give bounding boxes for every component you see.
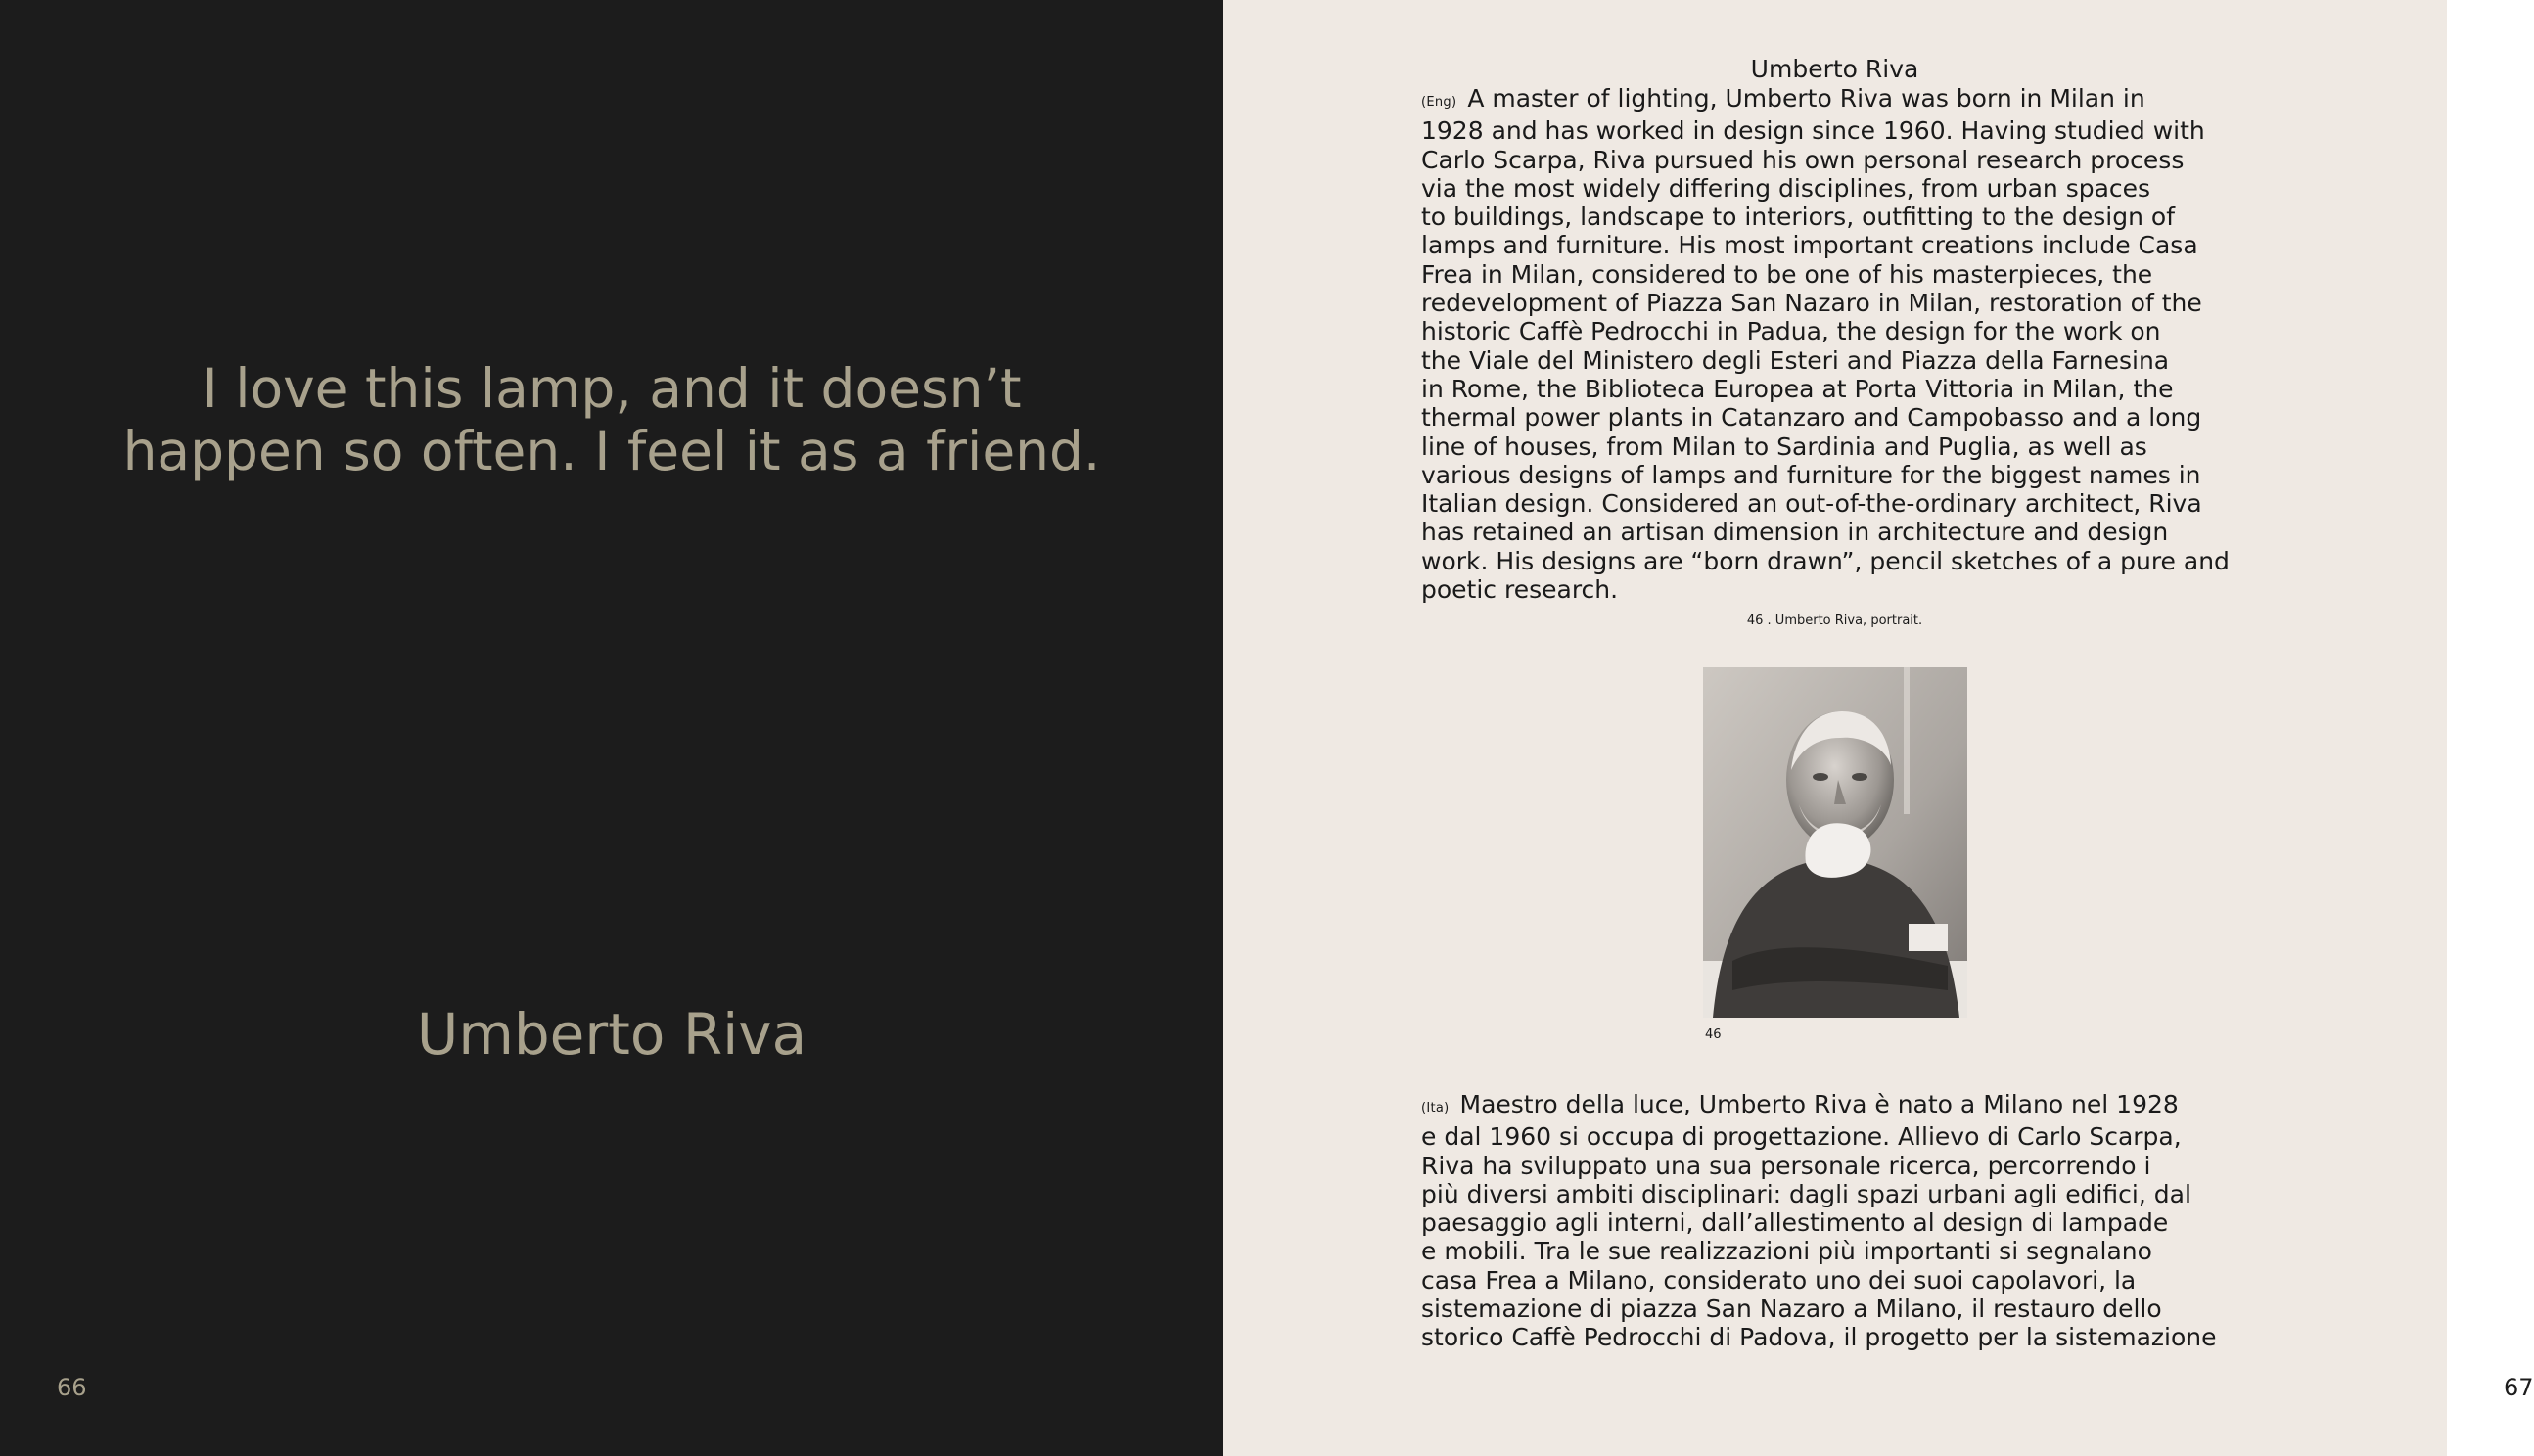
bio-english-line: redevelopment of Piazza San Nazaro in Milan, restoration of the <box>1421 289 2202 318</box>
bio-italian-line: (Ita) Maestro della luce, Umberto Riva è nato a Milano nel 1928 <box>1421 1090 2179 1118</box>
bio-title: Umberto Riva <box>1750 55 1919 83</box>
quote-attribution: Umberto Riva <box>416 1001 807 1068</box>
bio-english-line: via the most widely differing disciplines, from urban spaces <box>1421 173 2151 203</box>
bio-italian-line: Riva ha sviluppato una sua personale ricerca, percorrendo i <box>1421 1151 2151 1180</box>
bio-english-line: (Eng) A master of lighting, Umberto Riva was born in Milan in <box>1421 84 2145 113</box>
bio-italian <box>1421 1090 2248 1352</box>
bio-italian-line: e mobili. Tra le sue realizzazioni più importanti si segnalano <box>1421 1237 2152 1266</box>
pull-quote-line: happen so often. I feel it as a friend. <box>122 420 1101 482</box>
bio-english-line: 1928 and has worked in design since 1960. Having studied with <box>1421 116 2205 146</box>
bio-english-line: Italian design. Considered an out-of-the-ordinary architect, Riva <box>1421 489 2202 519</box>
bio-english-line: in Rome, the Biblioteca Europea at Porta Vittoria in Milan, the <box>1421 374 2174 403</box>
bio-italian-line: casa Frea a Milano, considerato uno dei suoi capolavori, la <box>1421 1265 2137 1295</box>
page-number-right: 67 <box>2504 1374 2534 1401</box>
bio-english-line: thermal power plants in Catanzaro and Campobasso and a long <box>1421 403 2202 432</box>
bio-english-line: Frea in Milan, considered to be one of his masterpieces, the <box>1421 259 2153 289</box>
bio-english <box>1421 84 2248 604</box>
bio-italian-line: paesaggio agli interni, dall’allestimento al design di lampade <box>1421 1208 2169 1238</box>
bio-english-line: historic Caffè Pedrocchi in Padua, the design for the work on <box>1421 317 2161 346</box>
bio-english-line: line of houses, from Milan to Sardinia and Puglia, as well as <box>1421 432 2147 461</box>
bio-english-line: the Viale del Ministero degli Esteri and Piazza della Farnesina <box>1421 345 2170 375</box>
photo-number: 46 <box>1705 1027 1722 1042</box>
bio-english-line: has retained an artisan dimension in architecture and design <box>1421 518 2169 547</box>
portrait-illustration <box>1703 667 1967 1018</box>
pull-quote-line: I love this lamp, and it doesn’t <box>202 357 1022 420</box>
bio-italian-line: e dal 1960 si occupa di progettazione. Allievo di Carlo Scarpa, <box>1421 1122 2182 1152</box>
bio-english-line: poetic research. <box>1421 575 1619 605</box>
bio-italian-line: più diversi ambiti disciplinari: dagli spazi urbani agli edifici, dal <box>1421 1179 2191 1208</box>
bio-english-line: various designs of lamps and furniture for the biggest names in <box>1421 460 2201 489</box>
bio-english-line: Carlo Scarpa, Riva pursued his own personal research process <box>1421 145 2185 174</box>
photo-caption: 46 . Umberto Riva, portrait. <box>1746 614 1923 628</box>
lang-tag-english: (Eng) <box>1421 95 1457 110</box>
bio-english-line: lamps and furniture. His most important creations include Casa <box>1421 231 2198 260</box>
left-page <box>0 0 1223 1456</box>
pull-quote <box>0 357 1223 482</box>
lang-tag-italian: (Ita) <box>1421 1101 1450 1115</box>
bio-italian-line: sistemazione di piazza San Nazaro a Milano, il restauro dello <box>1421 1295 2162 1324</box>
bio-english-line: work. His designs are “born drawn”, pencil sketches of a pure and <box>1421 546 2230 575</box>
bio-english-line: to buildings, landscape to interiors, outfitting to the design of <box>1421 203 2175 232</box>
bio-italian-line: storico Caffè Pedrocchi di Padova, il progetto per la sistemazione <box>1421 1323 2217 1352</box>
page-number-left: 66 <box>57 1374 87 1401</box>
portrait-photo <box>1703 667 1967 1018</box>
